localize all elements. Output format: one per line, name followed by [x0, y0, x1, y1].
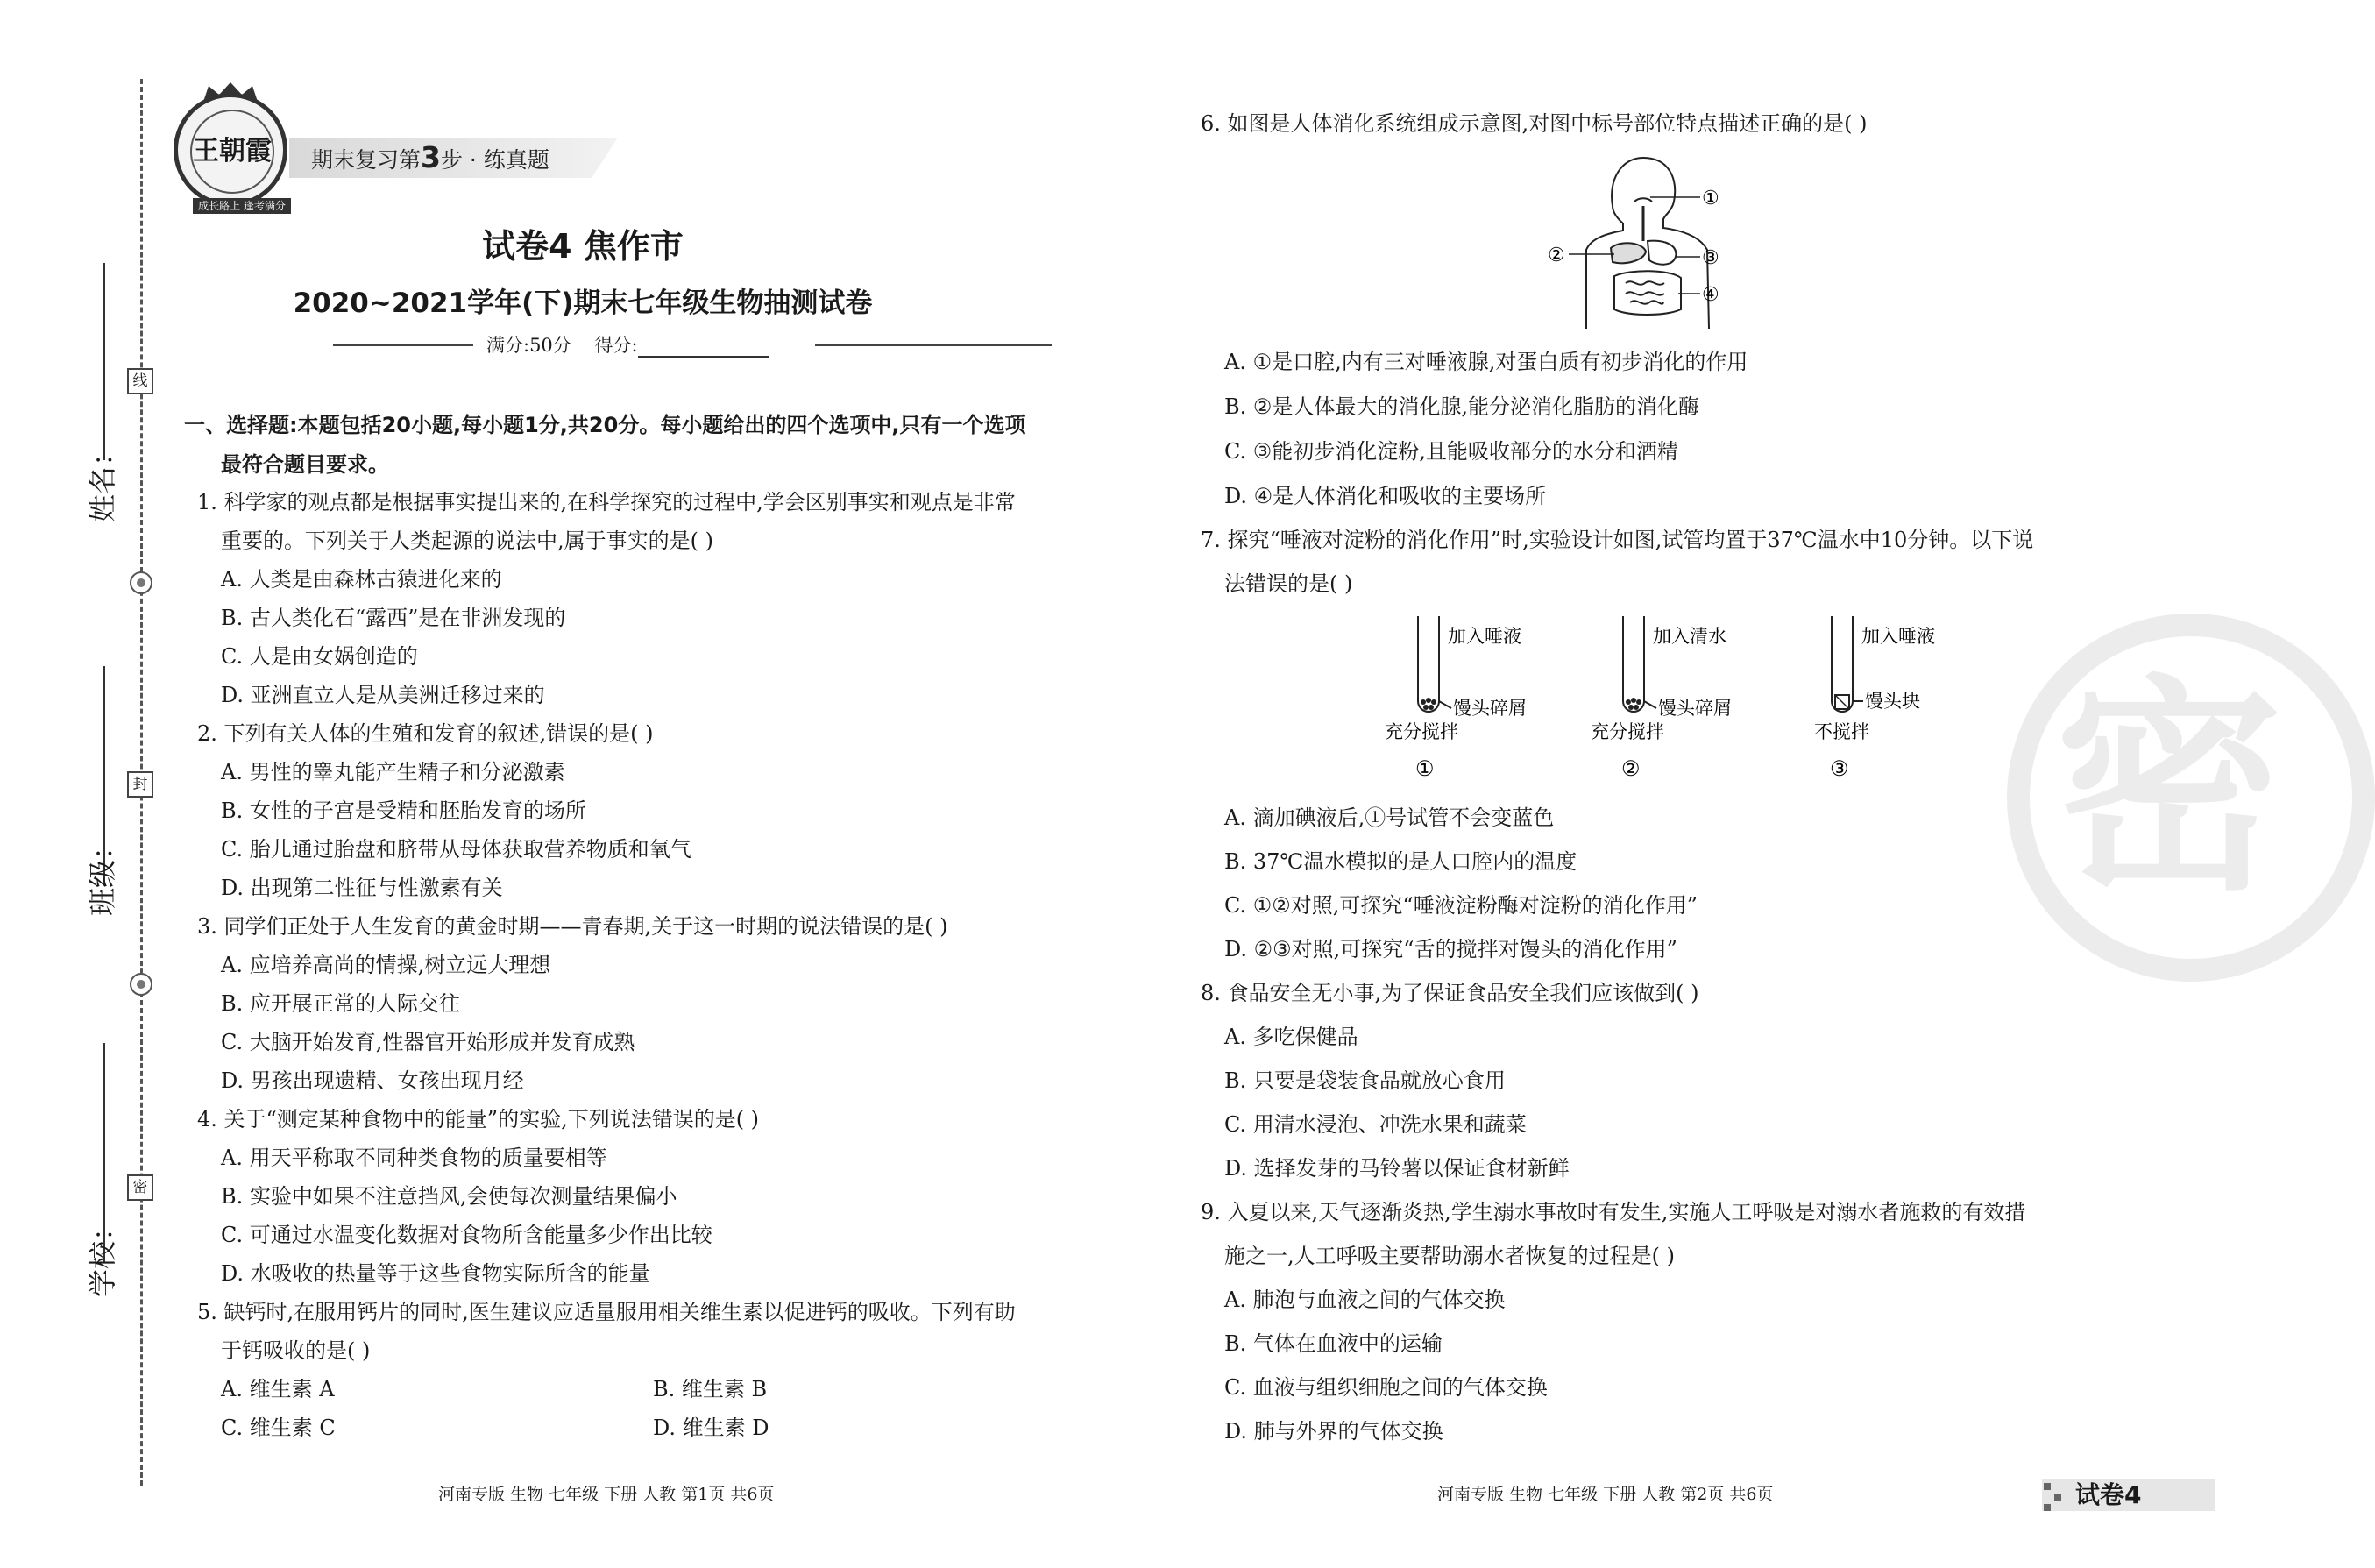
q6-option-d[interactable]: D. ④是人体消化和吸收的主要场所 [1224, 484, 1547, 508]
q4-option-c[interactable]: C. 可通过水温变化数据对食物所含能量多少作出比较 [221, 1223, 712, 1247]
q3-option-b[interactable]: B. 应开展正常的人际交往 [221, 991, 460, 1016]
small-intestine [1626, 281, 1664, 303]
fig-label-4: ④ [1702, 284, 1719, 306]
section-heading-cont: 最符合题目要求。 [221, 452, 389, 477]
tube3-top-label: 加入唾液 [1861, 626, 1935, 647]
section-heading: 一、选择题:本题包括20小题,每小题1分,共20分。每小题给出的四个选项中,只有一个选项 [184, 413, 1026, 437]
fig-label-2: ② [1548, 245, 1565, 266]
school-label: 学校： [86, 1212, 119, 1297]
fig-label-1: ① [1702, 188, 1719, 209]
binding-hole-icon [130, 973, 152, 996]
q3-option-c[interactable]: C. 大脑开始发育,性器官开始形成并发育成熟 [221, 1030, 635, 1054]
q8-option-c[interactable]: C. 用清水浸泡、冲洗水果和蔬菜 [1224, 1112, 1527, 1137]
q1-option-c[interactable]: C. 人是由女娲创造的 [221, 644, 418, 669]
tag-decor [2044, 1483, 2051, 1490]
binding-mark-feng: 封 [127, 771, 153, 798]
q8-stem: 8. 食品安全无小事,为了保证食品安全我们应该做到( ) [1201, 981, 1699, 1005]
q1-stem-cont: 重要的。下列关于人类起源的说法中,属于事实的是( ) [221, 529, 713, 553]
q6-stem: 6. 如图是人体消化系统组成示意图,对图中标号部位特点描述正确的是( ) [1201, 111, 1868, 136]
tube3-mid-label: 馒头块 [1865, 691, 1920, 712]
binding-mark-xian: 线 [127, 368, 153, 394]
q5-option-d[interactable]: D. 维生素 D [653, 1415, 769, 1440]
q6-option-c[interactable]: C. ③能初步消化淀粉,且能吸收部分的水分和酒精 [1224, 439, 1678, 464]
q4-option-a[interactable]: A. 用天平称取不同种类食物的质量要相等 [221, 1146, 607, 1170]
paper-title: 试卷4 焦作市 [482, 227, 684, 266]
digestive-system-figure [1548, 153, 1735, 337]
tube-2 [1623, 616, 1644, 712]
tube1-number: ① [1415, 756, 1435, 781]
q1-option-a[interactable]: A. 人类是由森林古猿进化来的 [221, 567, 502, 592]
footer-left: 河南专版 生物 七年级 下册 人教 第1页 共6页 [438, 1485, 775, 1504]
tube-1 [1418, 616, 1439, 712]
q4-option-d[interactable]: D. 水吸收的热量等于这些食物实际所含的能量 [221, 1261, 650, 1286]
class-label: 班级： [86, 831, 119, 916]
tube3-number: ③ [1830, 756, 1849, 781]
q1-option-d[interactable]: D. 亚洲直立人是从美洲迁移过来的 [221, 683, 545, 707]
brand-logo [174, 93, 287, 207]
name-label: 姓名： [86, 437, 119, 522]
paper-subtitle: 2020~2021学年(下)期末七年级生物抽测试卷 [293, 287, 873, 319]
divider-right [815, 344, 1052, 346]
q6-option-a[interactable]: A. ①是口腔,内有三对唾液腺,对蛋白质有初步消化的作用 [1224, 350, 1748, 374]
test-tubes-figure [1376, 609, 1954, 793]
q7-option-d[interactable]: D. ②③对照,可探究“舌的搅拌对馒头的消化作用” [1224, 937, 1677, 961]
q1-option-b[interactable]: B. 古人类化石“露西”是在非洲发现的 [221, 606, 566, 630]
q7-stem: 7. 探究“唾液对淀粉的消化作用”时,实验设计如图,试管均置于37℃温水中10分钟。以下说 [1201, 528, 2034, 552]
mouth-part [1634, 198, 1652, 202]
fig-label-3: ③ [1702, 247, 1719, 269]
score-line: 满分:50分 得分: [486, 331, 769, 358]
q5-option-c[interactable]: C. 维生素 C [221, 1415, 336, 1440]
q9-option-c[interactable]: C. 血液与组织细胞之间的气体交换 [1224, 1375, 1548, 1400]
paper-tag: 试卷4 [2075, 1480, 2142, 1509]
q7-stem-cont: 法错误的是( ) [1224, 571, 1353, 596]
q9-option-b[interactable]: B. 气体在血液中的运输 [1224, 1331, 1443, 1356]
q5-stem: 5. 缺钙时,在服用钙片的同时,医生建议应适量服用相关维生素以促进钙的吸收。下列有助 [197, 1300, 1016, 1324]
q8-option-b[interactable]: B. 只要是袋装食品就放心食用 [1224, 1068, 1506, 1093]
logo-banner: 成长路上 逢考满分 [193, 198, 291, 214]
binding-hole-icon [130, 571, 152, 594]
q7-option-a[interactable]: A. 滴加碘液后,①号试管不会变蓝色 [1224, 805, 1555, 830]
tube1-top-label: 加入唾液 [1448, 626, 1521, 647]
q2-option-b[interactable]: B. 女性的子宫是受精和胚胎发育的场所 [221, 798, 586, 823]
divider-left [333, 344, 473, 346]
q4-stem: 4. 关于“测定某种食物中的能量”的实验,下列说法错误的是( ) [197, 1107, 760, 1132]
tube3-bottom-label: 不搅拌 [1814, 721, 1869, 742]
q2-option-d[interactable]: D. 出现第二性征与性激素有关 [221, 876, 503, 900]
tube2-number: ② [1621, 756, 1641, 781]
tube1-bottom-label: 充分搅拌 [1385, 721, 1458, 742]
watermark-text: 密 [2055, 655, 2283, 922]
tube2-top-label: 加入清水 [1653, 626, 1726, 647]
q4-option-b[interactable]: B. 实验中如果不注意挡风,会使每次测量结果偏小 [221, 1184, 677, 1209]
stomach [1648, 241, 1676, 265]
review-step-label: 期末复习第3步 · 练真题 [311, 140, 549, 174]
tag-decor [2044, 1504, 2051, 1511]
liver [1611, 243, 1646, 263]
q8-option-a[interactable]: A. 多吃保健品 [1224, 1025, 1358, 1049]
footer-right: 河南专版 生物 七年级 下册 人教 第2页 共6页 [1437, 1485, 1774, 1504]
q7-option-b[interactable]: B. 37℃温水模拟的是人口腔内的温度 [1224, 849, 1577, 874]
q9-stem-cont: 施之一,人工呼吸主要帮助溺水者恢复的过程是( ) [1224, 1244, 1675, 1268]
q5-option-b[interactable]: B. 维生素 B [653, 1377, 768, 1401]
q2-option-c[interactable]: C. 胎儿通过胎盘和脐带从母体获取营养物质和氧气 [221, 837, 691, 862]
q2-stem: 2. 下列有关人体的生殖和发育的叙述,错误的是( ) [197, 721, 654, 746]
q6-option-b[interactable]: B. ②是人体最大的消化腺,能分泌消化脂肪的消化酶 [1224, 394, 1700, 419]
q5-stem-cont: 于钙吸收的是( ) [221, 1338, 371, 1363]
q3-stem: 3. 同学们正处于人生发育的黄金时期——青春期,关于这一时期的说法错误的是( ) [197, 914, 948, 939]
tube2-bottom-label: 充分搅拌 [1591, 721, 1664, 742]
q3-option-d[interactable]: D. 男孩出现遗精、女孩出现月经 [221, 1068, 524, 1093]
q5-option-a[interactable]: A. 维生素 A [221, 1377, 335, 1401]
tag-decor [2054, 1494, 2061, 1501]
q3-option-a[interactable]: A. 应培养高尚的情操,树立远大理想 [221, 953, 551, 977]
logo-text: 王朝霞 [190, 110, 274, 194]
score-blank[interactable] [638, 338, 769, 358]
q9-stem: 9. 入夏以来,天气逐渐炎热,学生溺水事故时有发生,实施人工呼吸是对溺水者施救的有效措 [1201, 1200, 2026, 1224]
q2-option-a[interactable]: A. 男性的睾丸能产生精子和分泌激素 [221, 760, 565, 784]
binding-mark-mi: 密 [127, 1174, 153, 1201]
tube1-mid-label: 馒头碎屑 [1453, 698, 1527, 719]
tube2-mid-label: 馒头碎屑 [1658, 698, 1732, 719]
q7-option-c[interactable]: C. ①②对照,可探究“唾液淀粉酶对淀粉的消化作用” [1224, 893, 1698, 918]
q9-option-a[interactable]: A. 肺泡与血液之间的气体交换 [1224, 1288, 1506, 1312]
q9-option-d[interactable]: D. 肺与外界的气体交换 [1224, 1419, 1443, 1444]
q1-stem: 1. 科学家的观点都是根据事实提出来的,在科学探究的过程中,学会区别事实和观点是非常 [197, 490, 1016, 514]
q8-option-d[interactable]: D. 选择发芽的马铃薯以保证食材新鲜 [1224, 1156, 1570, 1181]
